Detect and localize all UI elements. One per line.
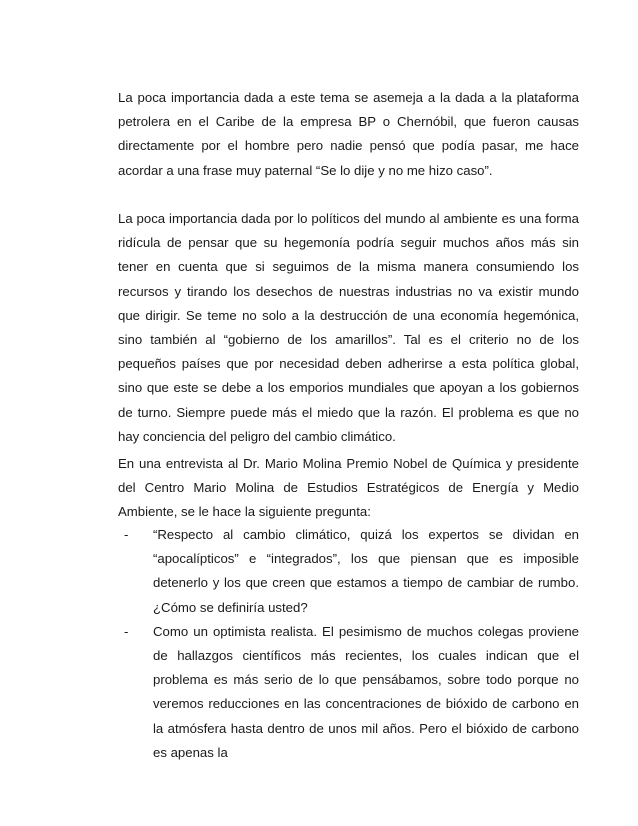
- dialogue-item-answer: [118, 620, 579, 765]
- paragraph-politics-environment: La poca importancia dada por lo políticos del mundo al ambiente es una forma ridícula de pensar que su hegemonía podría seguir muchos años más sin tener en cuenta que si seguimos de la misma manera consumiendo los recursos y tirando los desechos de nuestras industrias no va existir mundo que dirigir. Se teme no solo a la destrucción de una economía hegemónica, sino también al “gobierno de los amarillos”. Tal es el criterio no de los pequeños países que por necesidad deben adherirse a esta política global, sino que este se debe a los emporios mundiales que apoyan a los gobiernos de turno. Siempre puede más el miedo que la razón. El problema es que no hay conciencia del peligro del cambio climático.: [118, 211, 579, 444]
- dialogue-question-text: “Respecto al cambio climático, quizá los expertos se dividan en “apocalípticos” e “integrados”, los que piensan que es imposible detenerlo y los que creen que estamos a tiempo de cambiar de rumbo. ¿Cómo se definiría usted?: [153, 527, 579, 615]
- list-dash-marker: -: [124, 623, 129, 639]
- paragraph-bp-chernobyl: La poca importancia dada a este tema se asemeja a la dada a la plataforma petrolera en el Caribe de la empresa BP o Chernóbil, que fueron causas directamente por el hombre pero nadie pensó que podía pasar, me hace acordar a una frase muy paternal “Se lo dije y no me hizo caso”.: [118, 90, 579, 178]
- paragraph-interview-intro: En una entrevista al Dr. Mario Molina Premio Nobel de Química y presidente del Centro Mario Molina de Estudios Estratégicos de Energía y Medio Ambiente, se le hace la siguiente pregunta:: [118, 456, 579, 520]
- interview-dialogue-list: [118, 523, 579, 765]
- dialogue-item-question: [118, 523, 579, 620]
- dialogue-answer-text: Como un optimista realista. El pesimismo de muchos colegas proviene de hallazgos científicos más recientes, los cuales indican que el problema es más serio de lo que pensábamos, sobre todo porque no veremos reducciones en las concentraciones de bióxido de carbono en la atmósfera hasta dentro de unos mil años. Pero el bióxido de carbono es apenas la: [153, 623, 579, 760]
- list-dash-marker: -: [124, 527, 129, 542]
